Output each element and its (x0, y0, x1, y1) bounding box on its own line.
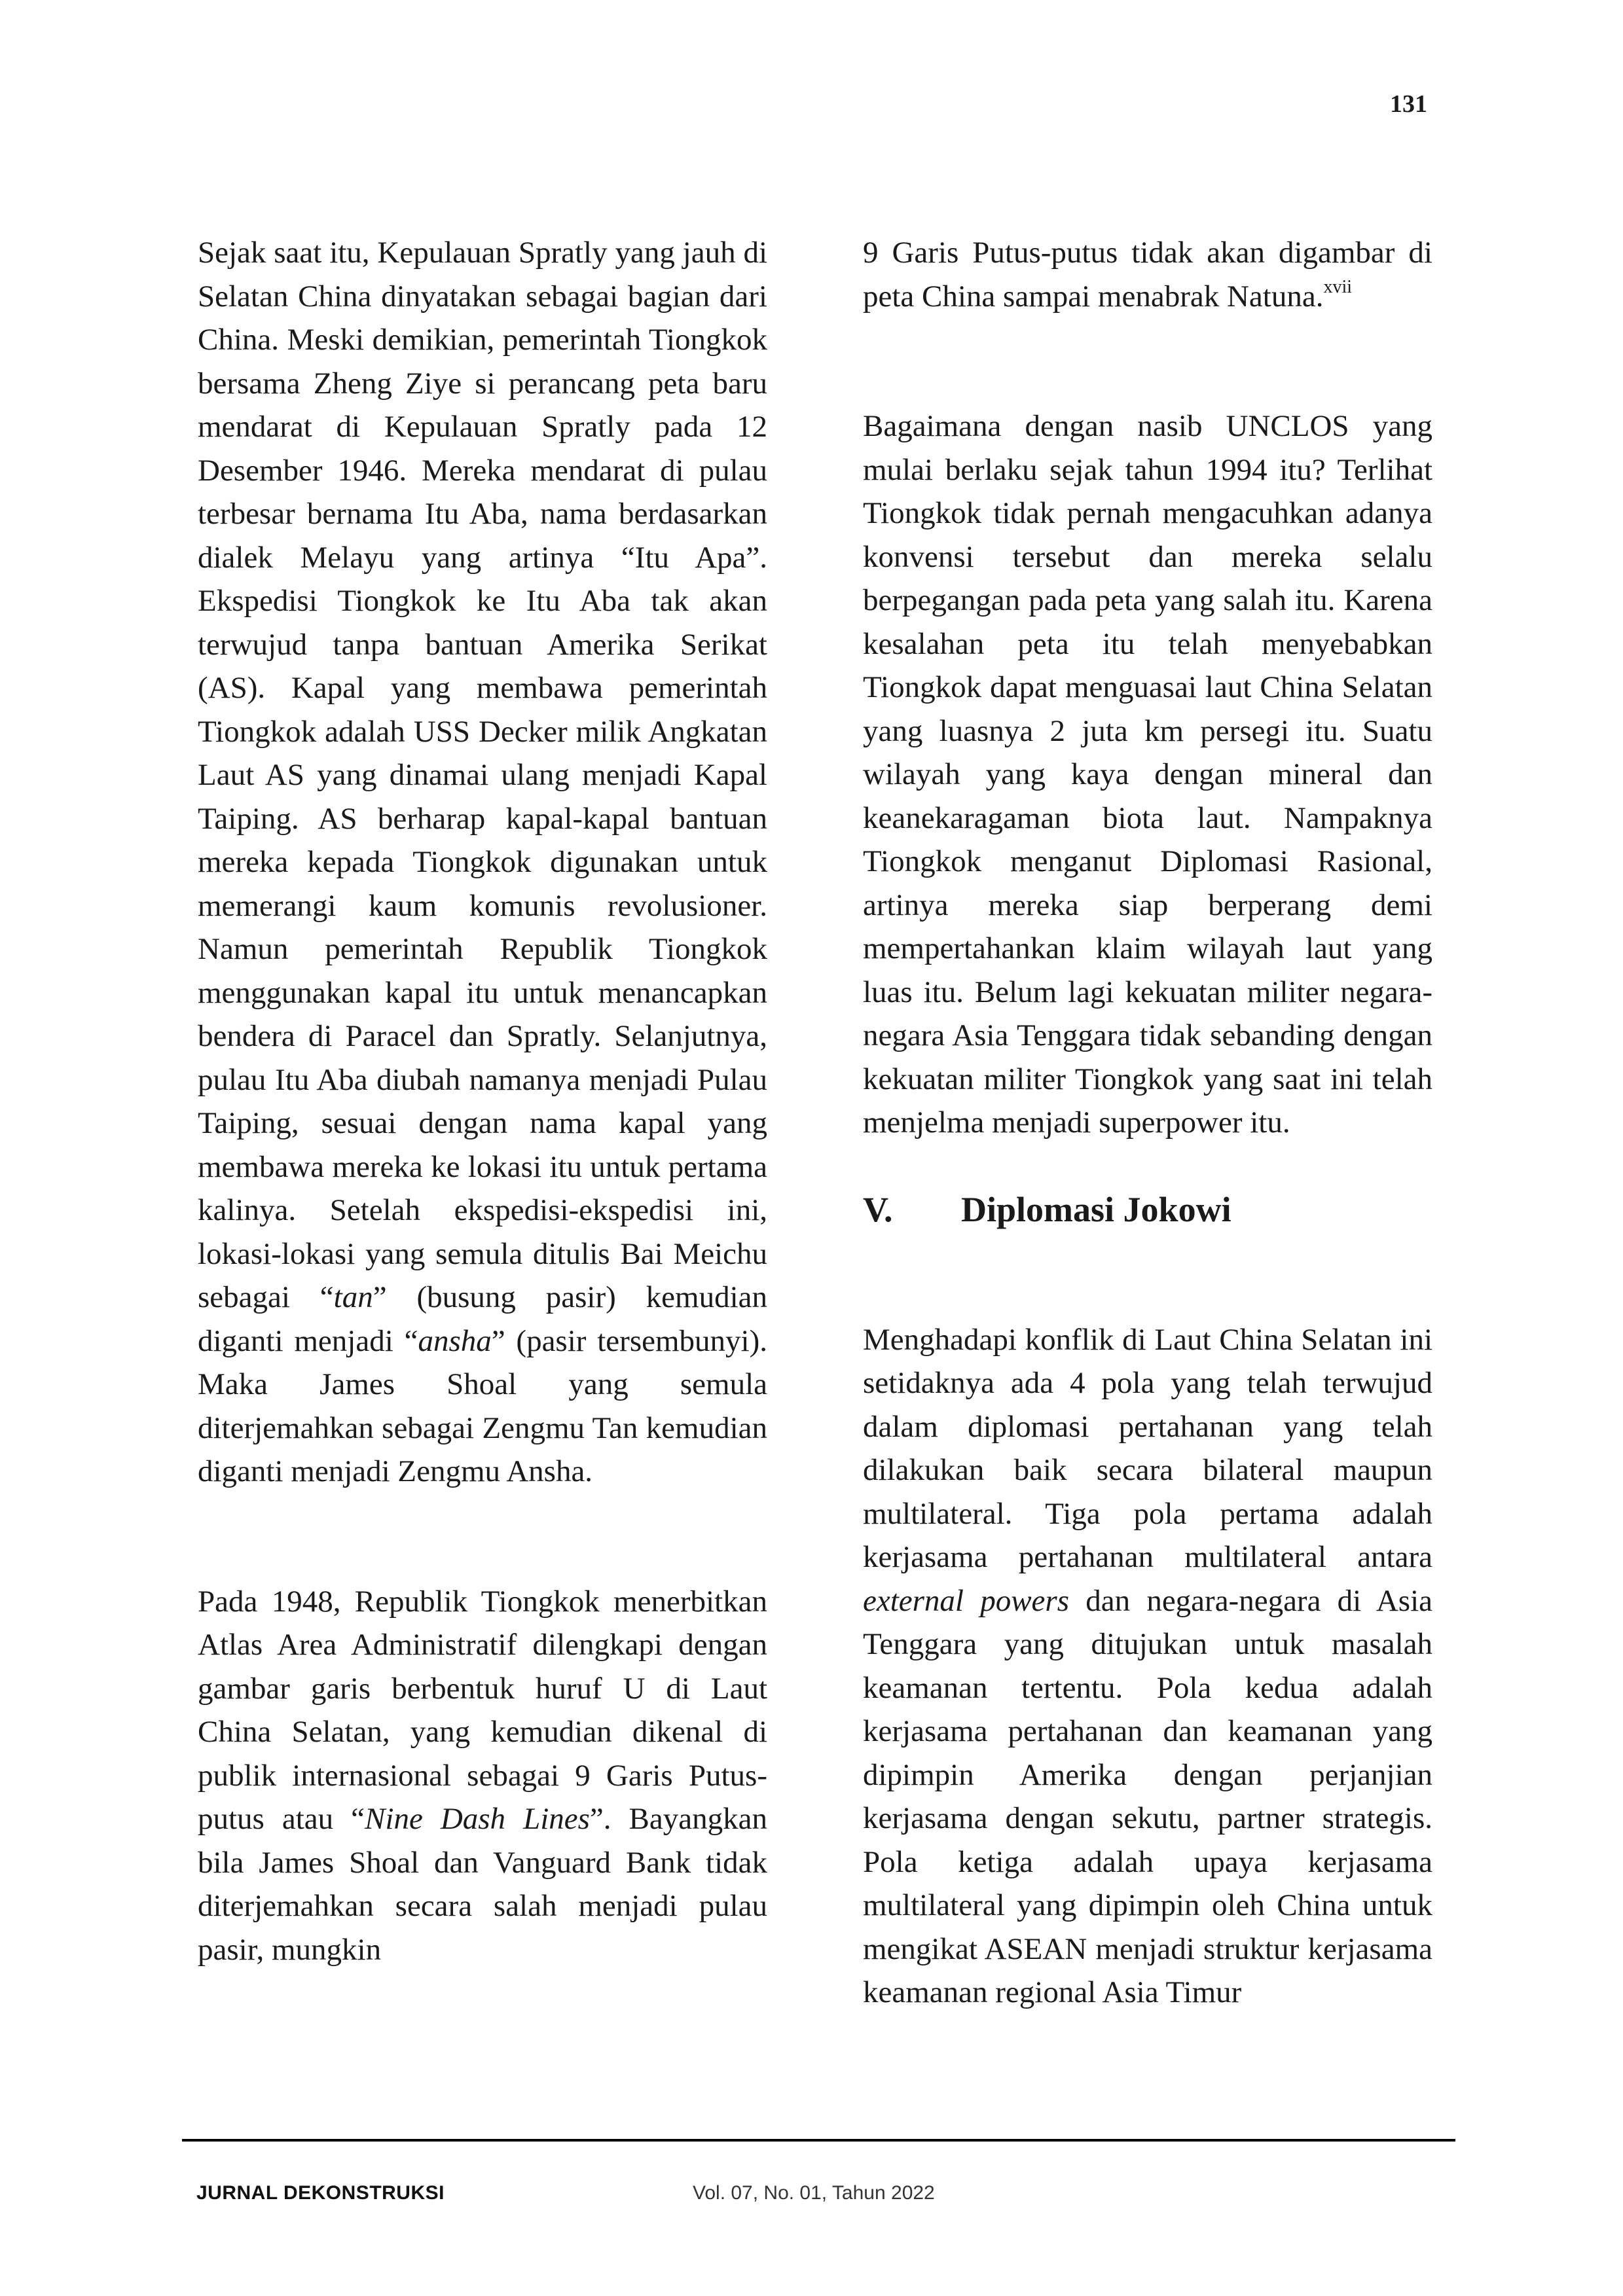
paragraph-spacer (863, 318, 1432, 404)
paragraph-spacer (863, 1145, 1432, 1188)
paragraph-text: ” (busung pasir) kemudian diganti menjadi “ (198, 1280, 768, 1358)
right-column (863, 231, 1432, 2015)
paragraph-text: ”. Bayangkan bila James Shoal dan Vanguard Bank tidak diterjemahkan secara salah menjadi pulau pasir, mungkin (198, 1802, 767, 1967)
section-title: Diplomasi Jokowi (961, 1189, 1231, 1229)
paragraph-text: ” (pasir tersembunyi). Maka James Shoal yang semula diterjemahkan sebagai Zengmu Tan kemudian diganti menjadi Zengmu Ansha. (198, 1323, 767, 1488)
section-number: V. (863, 1189, 893, 1229)
paragraph-text: dan negara-negara di Asia Tenggara yang ditujukan untuk masalah keamanan tertentu. Pola kedua adalah kerjasama pertahanan dan keamanan yang dipimpin Amerika dengan perjanjian kerjasama dengan sekutu, partner strategis. Pola ketiga adalah upaya kerjasama multilateral yang dipimpin oleh China untuk mengikat ASEAN menjadi struktur kerjasama keamanan regional Asia Timur (863, 1583, 1432, 2009)
paragraph-spacer (198, 1494, 767, 1580)
paragraph-text: 9 Garis Putus-putus tidak akan digambar di peta China sampai menabrak Natuna. (863, 236, 1432, 314)
endnote-marker[interactable]: xvii (1323, 276, 1353, 297)
body-paragraph (198, 1580, 767, 1972)
body-paragraph: Bagaimana dengan nasib UNCLOS yang mulai berlaku sejak tahun 1994 itu? Terlihat Tiongkok tidak pernah mengacuhkan adanya konvensi tersebut dan mereka selalu berpegangan pada peta yang salah itu. Karena kesalahan peta itu telah menyebabkan Tiongkok dapat menguasai laut China Selatan yang luasnya 2 juta km persegi itu. Suatu wilayah yang kaya dengan mineral dan keanekaragaman biota laut. Nampaknya Tiongkok menganut Diplomasi Rasional, artinya mereka siap berperang demi mempertahankan klaim wilayah laut yang luas itu. Belum lagi kekuatan militer negara-negara Asia Tenggara tidak sebanding dengan kekuatan militer Tiongkok yang saat ini telah menjelma menjadi superpower itu. (863, 409, 1432, 1139)
body-paragraph (198, 231, 767, 1494)
journal-name: JURNAL DEKONSTRUKSI (196, 2182, 445, 2204)
footer-divider (182, 2139, 1455, 2142)
page-number: 131 (1390, 90, 1427, 118)
paragraph-text: Pada 1948, Republik Tiongkok menerbitkan Atlas Area Administratif dilengkapi dengan gambar garis berbentuk huruf U di Laut China Selatan, yang kemudian dikenal di publik internasional sebagai 9 Garis Putus-putus atau “ (198, 1584, 767, 1836)
left-column (198, 231, 767, 1971)
paragraph-spacer (863, 1275, 1432, 1318)
italic-term: tan (333, 1280, 373, 1314)
body-paragraph (863, 231, 1432, 318)
paragraph-text: Sejak saat itu, Kepulauan Spratly yang jauh di Selatan China dinyatakan sebagai bagian dari China. Meski demikian, pemerintah Tiongkok bersama Zheng Ziye si perancang peta baru mendarat di Kepulauan Spratly pada 12 Desember 1946. Mereka mendarat di pulau terbesar bernama Itu Aba, nama berdasarkan dialek Melayu yang artinya “Itu Apa”. Ekspedisi Tiongkok ke Itu Aba tak akan terwujud tanpa bantuan Amerika Serikat (AS). Kapal yang membawa pemerintah Tiongkok adalah USS Decker milik Angkatan Laut AS yang dinamai ulang menjadi Kapal Taiping. AS berharap kapal-kapal bantuan mereka kepada Tiongkok digunakan untuk memerangi kaum komunis revolusioner. Namun pemerintah Republik Tiongkok menggunakan kapal itu untuk menancapkan bendera di Paracel dan Spratly. Selanjutnya, pulau Itu Aba diubah namanya menjadi Pulau Taiping, sesuai dengan nama kapal yang membawa mereka ke lokasi itu untuk pertama kalinya. Setelah ekspedisi-ekspedisi ini, lokasi-lokasi yang semula ditulis Bai Meichu sebagai “ (198, 236, 767, 1314)
italic-term: Nine Dash Lines (365, 1802, 590, 1836)
italic-term: external powers (863, 1583, 1070, 1618)
body-paragraph (863, 1318, 1432, 2015)
volume-info: Vol. 07, No. 01, Tahun 2022 (693, 2182, 935, 2204)
paragraph-text: Menghadapi konflik di Laut China Selatan ini setidaknya ada 4 pola yang telah terwujud dalam diplomasi pertahanan yang telah dilakukan baik secara bilateral maupun multilateral. Tiga pola pertama adalah kerjasama pertahanan multilateral antara (863, 1322, 1432, 1574)
section-heading (863, 1188, 1432, 1275)
italic-term: ansha (418, 1323, 492, 1358)
